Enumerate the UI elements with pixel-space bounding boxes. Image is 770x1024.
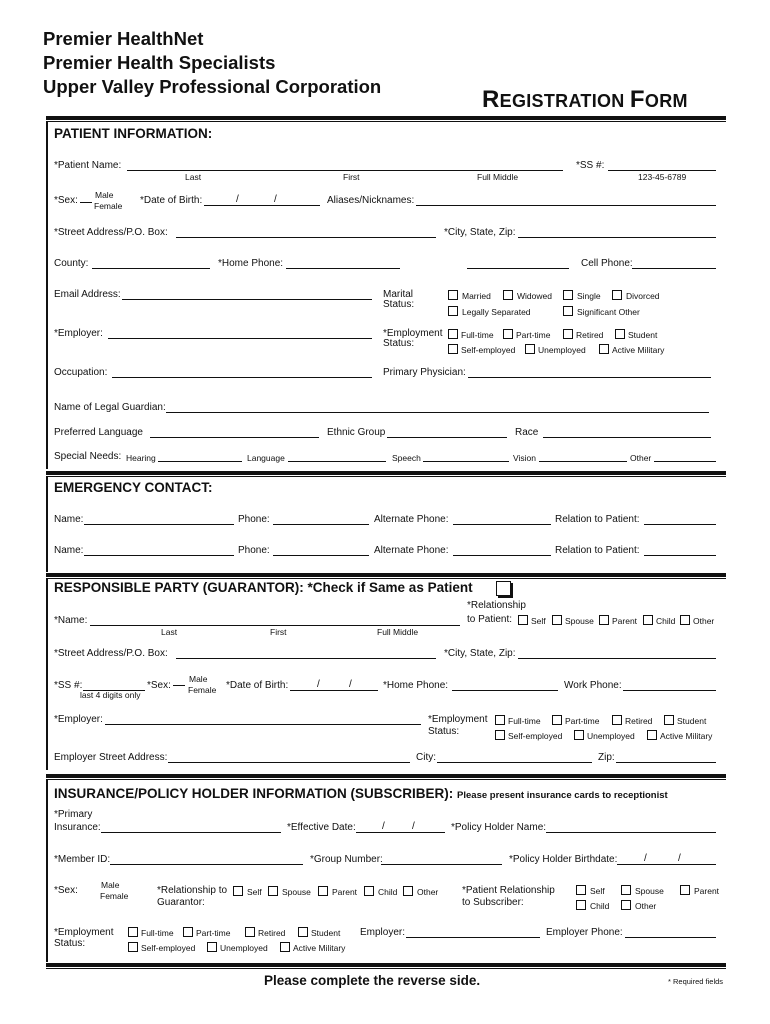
emergency-phone-field-2[interactable]	[273, 555, 369, 556]
special-speech-field[interactable]	[423, 461, 509, 462]
patient-email-label: Email Address:	[54, 289, 121, 300]
patient-name-last: Last	[185, 172, 202, 182]
ins-guarantor-self-label: Self	[247, 887, 262, 897]
insurance-employment-label: *Employment	[54, 927, 114, 938]
marital-divorced-label: Divorced	[626, 291, 660, 301]
special-hearing-label: Hearing	[126, 453, 156, 463]
employment-student-checkbox[interactable]	[615, 329, 625, 339]
guarantor-sex-male[interactable]: Male	[189, 674, 208, 684]
header-rule	[46, 116, 726, 120]
insurance-guarantor-label: Guarantor:	[157, 897, 205, 908]
emergency-relation-label-1: Relation to Patient:	[555, 514, 640, 525]
marital-divorced-checkbox[interactable]	[612, 290, 622, 300]
guarantor-self-employed-label: Self-employed	[508, 731, 563, 741]
insurance-effective-field[interactable]	[356, 832, 445, 833]
ins-guarantor-spouse-label: Spouse	[282, 887, 311, 897]
guarantor-employer-city-label: City:	[416, 752, 436, 763]
guarantor-self-employed-checkbox[interactable]	[495, 730, 505, 740]
org-name-3: Upper Valley Professional Corporation	[43, 76, 382, 97]
employment-student-label: Student	[628, 330, 658, 340]
patient-county-field[interactable]	[92, 268, 210, 269]
insurance-section-bar	[46, 779, 48, 962]
marital-significant-other-label: Significant Other	[577, 307, 640, 317]
guarantor-rel-self-label: Self	[531, 616, 546, 626]
patient-sex-female[interactable]: Female	[94, 201, 123, 211]
guarantor-dob-label: *Date of Birth:	[226, 680, 289, 691]
marital-significant-other-checkbox[interactable]	[563, 306, 573, 316]
employment-retired-checkbox[interactable]	[563, 329, 573, 339]
patient-ss-label: *SS #:	[576, 160, 605, 171]
birthdate-slash-2: /	[678, 853, 681, 864]
employment-status-label: Status:	[383, 338, 415, 349]
patient-aliases-label: Aliases/Nicknames:	[327, 195, 415, 206]
marital-widowed-label: Widowed	[517, 291, 552, 301]
patient-language-field[interactable]	[150, 437, 319, 438]
marital-label: Marital	[383, 289, 414, 300]
guarantor-work-phone-field[interactable]	[623, 690, 716, 691]
employment-self-employed-checkbox[interactable]	[448, 344, 458, 354]
emergency-name-field-2[interactable]	[84, 555, 234, 556]
ins-guarantor-self-checkbox[interactable]	[233, 886, 243, 896]
special-other-field[interactable]	[654, 461, 716, 462]
special-vision-label: Vision	[513, 453, 536, 463]
guarantor-name-last: Last	[161, 627, 178, 637]
guarantor-full-time-checkbox[interactable]	[495, 715, 505, 725]
guarantor-name-field[interactable]	[90, 625, 460, 626]
guarantor-rel-other-label: Other	[693, 616, 715, 626]
guarantor-city-label: *City, State, Zip:	[444, 648, 516, 659]
patient-special-label: Special Needs:	[54, 451, 122, 462]
employment-retired-label: Retired	[576, 330, 604, 340]
guarantor-part-time-label: Part-time	[565, 716, 600, 726]
ins-student-label: Student	[311, 928, 341, 938]
insurance-policy-holder-label: *Policy Holder Name:	[451, 822, 547, 833]
emergency-relation-field-1[interactable]	[644, 524, 716, 525]
guarantor-unemployed-checkbox[interactable]	[574, 730, 584, 740]
insurance-group-label: *Group Number:	[310, 854, 383, 865]
guarantor-rel-parent-checkbox[interactable]	[599, 615, 609, 625]
patient-ss-field[interactable]	[608, 170, 716, 171]
guarantor-rel-spouse-checkbox[interactable]	[552, 615, 562, 625]
marital-status-label: Status:	[383, 299, 415, 310]
guarantor-sex-label: *Sex:	[147, 680, 171, 691]
insurance-sex-male[interactable]: Male	[101, 880, 120, 890]
insurance-rule	[46, 774, 726, 778]
guarantor-to-patient-label: to Patient:	[467, 614, 513, 625]
guarantor-ss-label: *SS #:	[54, 680, 83, 691]
insurance-section-note: Please present insurance cards to receptionist	[457, 790, 668, 801]
employment-active-military-label: Active Military	[612, 345, 665, 355]
special-language-label: Language	[247, 453, 285, 463]
insurance-primary-label: *Primary	[54, 809, 93, 820]
guarantor-home-phone-field[interactable]	[452, 690, 558, 691]
ins-full-time-label: Full-time	[141, 928, 174, 938]
patient-employer-label: *Employer:	[54, 328, 103, 339]
marital-married-checkbox[interactable]	[448, 290, 458, 300]
emergency-name-field-1[interactable]	[84, 524, 234, 525]
patient-race-field[interactable]	[543, 437, 711, 438]
dob-slash-2: /	[274, 194, 277, 205]
patient-occupation-field[interactable]	[112, 377, 372, 378]
guarantor-rel-other-checkbox[interactable]	[680, 615, 690, 625]
emergency-phone-field-1[interactable]	[273, 524, 369, 525]
same-as-patient-checkbox[interactable]	[496, 581, 511, 596]
patient-dob-field[interactable]	[204, 205, 320, 206]
ins-self-employed-label: Self-employed	[141, 943, 196, 953]
insurance-rel-guarantor-label: *Relationship to	[157, 885, 228, 896]
guarantor-part-time-checkbox[interactable]	[552, 715, 562, 725]
patient-ethnic-label: Ethnic Group	[327, 427, 386, 438]
marital-separated-label: Legally Separated	[462, 307, 531, 317]
marital-single-label: Single	[577, 291, 601, 301]
guarantor-retired-label: Retired	[625, 716, 653, 726]
ins-patient-spouse-label: Spouse	[635, 886, 664, 896]
insurance-to-subscriber-label: to Subscriber:	[462, 897, 524, 908]
guarantor-ss-sub: last 4 digits only	[80, 690, 141, 700]
patient-section-title: PATIENT INFORMATION:	[54, 126, 213, 141]
guarantor-student-label: Student	[677, 716, 707, 726]
employment-part-time-label: Part-time	[516, 330, 551, 340]
ins-patient-child-label: Child	[590, 901, 610, 911]
guarantor-active-military-checkbox[interactable]	[647, 730, 657, 740]
guarantor-home-phone-label: *Home Phone:	[383, 680, 449, 691]
ins-self-employed-checkbox[interactable]	[128, 942, 138, 952]
insurance-group-field[interactable]	[381, 864, 502, 865]
ins-patient-other-label: Other	[635, 901, 657, 911]
patient-employer-field[interactable]	[108, 338, 372, 339]
guarantor-employer-street-field[interactable]	[168, 762, 410, 763]
header-rule-thin	[46, 121, 726, 122]
insurance-employer-phone-label: Employer Phone:	[546, 927, 623, 938]
patient-city-field[interactable]	[518, 237, 716, 238]
insurance-employer-phone-field[interactable]	[625, 937, 716, 938]
patient-name-middle: Full Middle	[477, 172, 519, 182]
employment-part-time-checkbox[interactable]	[503, 329, 513, 339]
guarantor-name-middle: Full Middle	[377, 627, 419, 637]
guarantor-employer-street-label: Employer Street Address:	[54, 752, 168, 763]
birthdate-slash-1: /	[644, 853, 647, 864]
patient-cell-phone-field[interactable]	[632, 268, 716, 269]
ins-guarantor-spouse-checkbox[interactable]	[268, 886, 278, 896]
special-other-label: Other	[630, 453, 652, 463]
ins-unemployed-checkbox[interactable]	[207, 942, 217, 952]
insurance-rule-thin	[46, 779, 726, 780]
patient-county-label: County:	[54, 258, 89, 269]
special-speech-label: Speech	[392, 453, 421, 463]
guarantor-full-time-label: Full-time	[508, 716, 541, 726]
guarantor-dob-field[interactable]	[290, 690, 378, 691]
ins-patient-self-label: Self	[590, 886, 605, 896]
guarantor-employment-status-label: Status:	[428, 726, 460, 737]
emergency-rule-thin	[46, 476, 726, 477]
patient-street-label: *Street Address/P.O. Box:	[54, 227, 168, 238]
emergency-section-title: EMERGENCY CONTACT:	[54, 480, 213, 495]
employment-unemployed-label: Unemployed	[538, 345, 586, 355]
emergency-phone-label-1: Phone:	[238, 514, 270, 525]
footer-rule	[46, 963, 726, 967]
guarantor-rule	[46, 573, 726, 577]
guarantor-employer-field[interactable]	[105, 724, 421, 725]
effective-slash-1: /	[382, 821, 385, 832]
ins-guarantor-parent-label: Parent	[332, 887, 358, 897]
patient-name-first: First	[343, 172, 360, 182]
special-vision-field[interactable]	[539, 461, 627, 462]
guarantor-dob-slash-1: /	[317, 679, 320, 690]
emergency-name-label-2: Name:	[54, 545, 84, 556]
insurance-policy-holder-field[interactable]	[546, 832, 716, 833]
required-fields-note: * Required fields	[668, 977, 724, 986]
patient-language-label: Preferred Language	[54, 427, 143, 438]
ins-guarantor-other-label: Other	[417, 887, 439, 897]
patient-name-label: *Patient Name:	[54, 160, 122, 171]
patient-aliases-field[interactable]	[416, 205, 716, 206]
insurance-employer-field[interactable]	[406, 937, 540, 938]
ins-guarantor-other-checkbox[interactable]	[403, 886, 413, 896]
insurance-birthdate-field[interactable]	[617, 864, 716, 865]
patient-occupation-label: Occupation:	[54, 367, 108, 378]
emergency-relation-label-2: Relation to Patient:	[555, 545, 640, 556]
insurance-patient-rel-label: *Patient Relationship	[462, 885, 555, 896]
patient-sex-male[interactable]: Male	[95, 190, 114, 200]
insurance-employer-label: Employer:	[360, 927, 406, 938]
insurance-member-field[interactable]	[110, 864, 303, 865]
patient-dob-label: *Date of Birth:	[140, 195, 203, 206]
patient-guardian-field[interactable]	[166, 412, 709, 413]
guarantor-rule-thin	[46, 578, 726, 579]
guarantor-dob-slash-2: /	[349, 679, 352, 690]
guarantor-relationship-label: *Relationship	[467, 600, 526, 611]
ins-full-time-checkbox[interactable]	[128, 927, 138, 937]
emergency-alt-phone-label-2: Alternate Phone:	[374, 545, 449, 556]
emergency-alt-phone-label-1: Alternate Phone:	[374, 514, 449, 525]
employment-full-time-checkbox[interactable]	[448, 329, 458, 339]
patient-home-phone-label: *Home Phone:	[218, 258, 284, 269]
footer-rule-thin	[46, 968, 726, 969]
insurance-section-title: INSURANCE/POLICY HOLDER INFORMATION (SUBSCRIBER): Please present insurance cards to receptionist	[54, 786, 668, 801]
ins-active-military-label: Active Military	[293, 943, 346, 953]
guarantor-work-phone-label: Work Phone:	[564, 680, 622, 691]
guarantor-name-first: First	[270, 627, 287, 637]
effective-slash-2: /	[412, 821, 415, 832]
guarantor-zip-field[interactable]	[616, 762, 716, 763]
guarantor-zip-label: Zip:	[598, 752, 615, 763]
patient-sex-label: *Sex:	[54, 195, 78, 206]
special-language-field[interactable]	[288, 461, 386, 462]
marital-widowed-checkbox[interactable]	[503, 290, 513, 300]
employment-full-time-label: Full-time	[461, 330, 494, 340]
patient-guardian-label: Name of Legal Guardian:	[54, 402, 166, 413]
patient-home-phone-field[interactable]	[286, 268, 400, 269]
ins-student-checkbox[interactable]	[298, 927, 308, 937]
guarantor-rel-self-checkbox[interactable]	[518, 615, 528, 625]
guarantor-section-bar	[46, 578, 48, 770]
guarantor-rel-parent-label: Parent	[612, 616, 638, 626]
form-title: REGISTRATION FORM	[482, 86, 688, 113]
emergency-rule	[46, 471, 726, 475]
patient-email-field[interactable]	[122, 299, 372, 300]
insurance-insurance-label: Insurance:	[54, 822, 101, 833]
guarantor-rel-spouse-label: Spouse	[565, 616, 594, 626]
patient-sex-field[interactable]	[80, 202, 92, 203]
employment-label: *Employment	[383, 328, 443, 339]
guarantor-unemployed-label: Unemployed	[587, 731, 635, 741]
guarantor-section-title: RESPONSIBLE PARTY (GUARANTOR): *Check if Same as Patient	[54, 580, 473, 595]
dob-slash-1: /	[236, 194, 239, 205]
insurance-effective-label: *Effective Date:	[287, 822, 356, 833]
insurance-primary-field[interactable]	[101, 832, 281, 833]
patient-cell-phone-label: Cell Phone:	[581, 258, 633, 269]
ins-patient-self-checkbox[interactable]	[576, 885, 586, 895]
reverse-side-note: Please complete the reverse side.	[264, 973, 481, 988]
employment-self-employed-label: Self-employed	[461, 345, 516, 355]
marital-married-label: Married	[462, 291, 491, 301]
ins-retired-label: Retired	[258, 928, 286, 938]
emergency-relation-field-2[interactable]	[644, 555, 716, 556]
ins-patient-other-checkbox[interactable]	[621, 900, 631, 910]
guarantor-sex-field[interactable]	[173, 685, 185, 686]
ins-guarantor-child-label: Child	[378, 887, 398, 897]
emergency-section-bar	[46, 476, 48, 572]
ins-part-time-label: Part-time	[196, 928, 231, 938]
ins-patient-child-checkbox[interactable]	[576, 900, 586, 910]
emergency-alt-phone-field-2[interactable]	[453, 555, 551, 556]
insurance-sex-female[interactable]: Female	[100, 891, 129, 901]
employment-active-military-checkbox[interactable]	[599, 344, 609, 354]
insurance-employment-status-label: Status:	[54, 938, 86, 949]
patient-physician-label: Primary Physician:	[383, 367, 466, 378]
patient-name-field[interactable]	[127, 170, 563, 171]
patient-section-bar	[46, 121, 48, 469]
ins-guarantor-child-checkbox[interactable]	[364, 886, 374, 896]
guarantor-employer-city-field[interactable]	[437, 762, 592, 763]
patient-ss-value: 123-45-6789	[638, 172, 687, 182]
patient-ethnic-field[interactable]	[387, 437, 507, 438]
org-name-1: Premier HealthNet	[43, 28, 204, 49]
ins-patient-spouse-checkbox[interactable]	[621, 885, 631, 895]
org-name-2: Premier Health Specialists	[43, 52, 276, 73]
emergency-name-label-1: Name:	[54, 514, 84, 525]
employment-unemployed-checkbox[interactable]	[525, 344, 535, 354]
guarantor-street-label: *Street Address/P.O. Box:	[54, 648, 168, 659]
guarantor-sex-female[interactable]: Female	[188, 685, 217, 695]
guarantor-city-field[interactable]	[518, 658, 716, 659]
marital-separated-checkbox[interactable]	[448, 306, 458, 316]
ins-patient-parent-label: Parent	[694, 886, 720, 896]
guarantor-student-checkbox[interactable]	[664, 715, 674, 725]
emergency-phone-label-2: Phone:	[238, 545, 270, 556]
patient-extra-phone-field[interactable]	[467, 268, 569, 269]
special-hearing-field[interactable]	[158, 461, 242, 462]
ins-part-time-checkbox[interactable]	[183, 927, 193, 937]
guarantor-rel-child-label: Child	[656, 616, 676, 626]
ins-retired-checkbox[interactable]	[245, 927, 255, 937]
patient-city-label: *City, State, Zip:	[444, 227, 516, 238]
marital-single-checkbox[interactable]	[563, 290, 573, 300]
insurance-birthdate-label: *Policy Holder Birthdate:	[509, 854, 618, 865]
guarantor-retired-checkbox[interactable]	[612, 715, 622, 725]
emergency-alt-phone-field-1[interactable]	[453, 524, 551, 525]
insurance-member-label: *Member ID:	[54, 854, 111, 865]
ins-patient-parent-checkbox[interactable]	[680, 885, 690, 895]
patient-physician-field[interactable]	[468, 377, 711, 378]
patient-street-field[interactable]	[176, 237, 436, 238]
ins-unemployed-label: Unemployed	[220, 943, 268, 953]
guarantor-street-field[interactable]	[176, 658, 436, 659]
guarantor-rel-child-checkbox[interactable]	[643, 615, 653, 625]
ins-active-military-checkbox[interactable]	[280, 942, 290, 952]
guarantor-name-label: *Name:	[54, 615, 88, 626]
guarantor-active-military-label: Active Military	[660, 731, 713, 741]
patient-race-label: Race	[515, 427, 539, 438]
ins-guarantor-parent-checkbox[interactable]	[318, 886, 328, 896]
insurance-sex-label: *Sex:	[54, 885, 78, 896]
guarantor-employer-label: *Employer:	[54, 714, 103, 725]
guarantor-employment-label: *Employment	[428, 714, 488, 725]
